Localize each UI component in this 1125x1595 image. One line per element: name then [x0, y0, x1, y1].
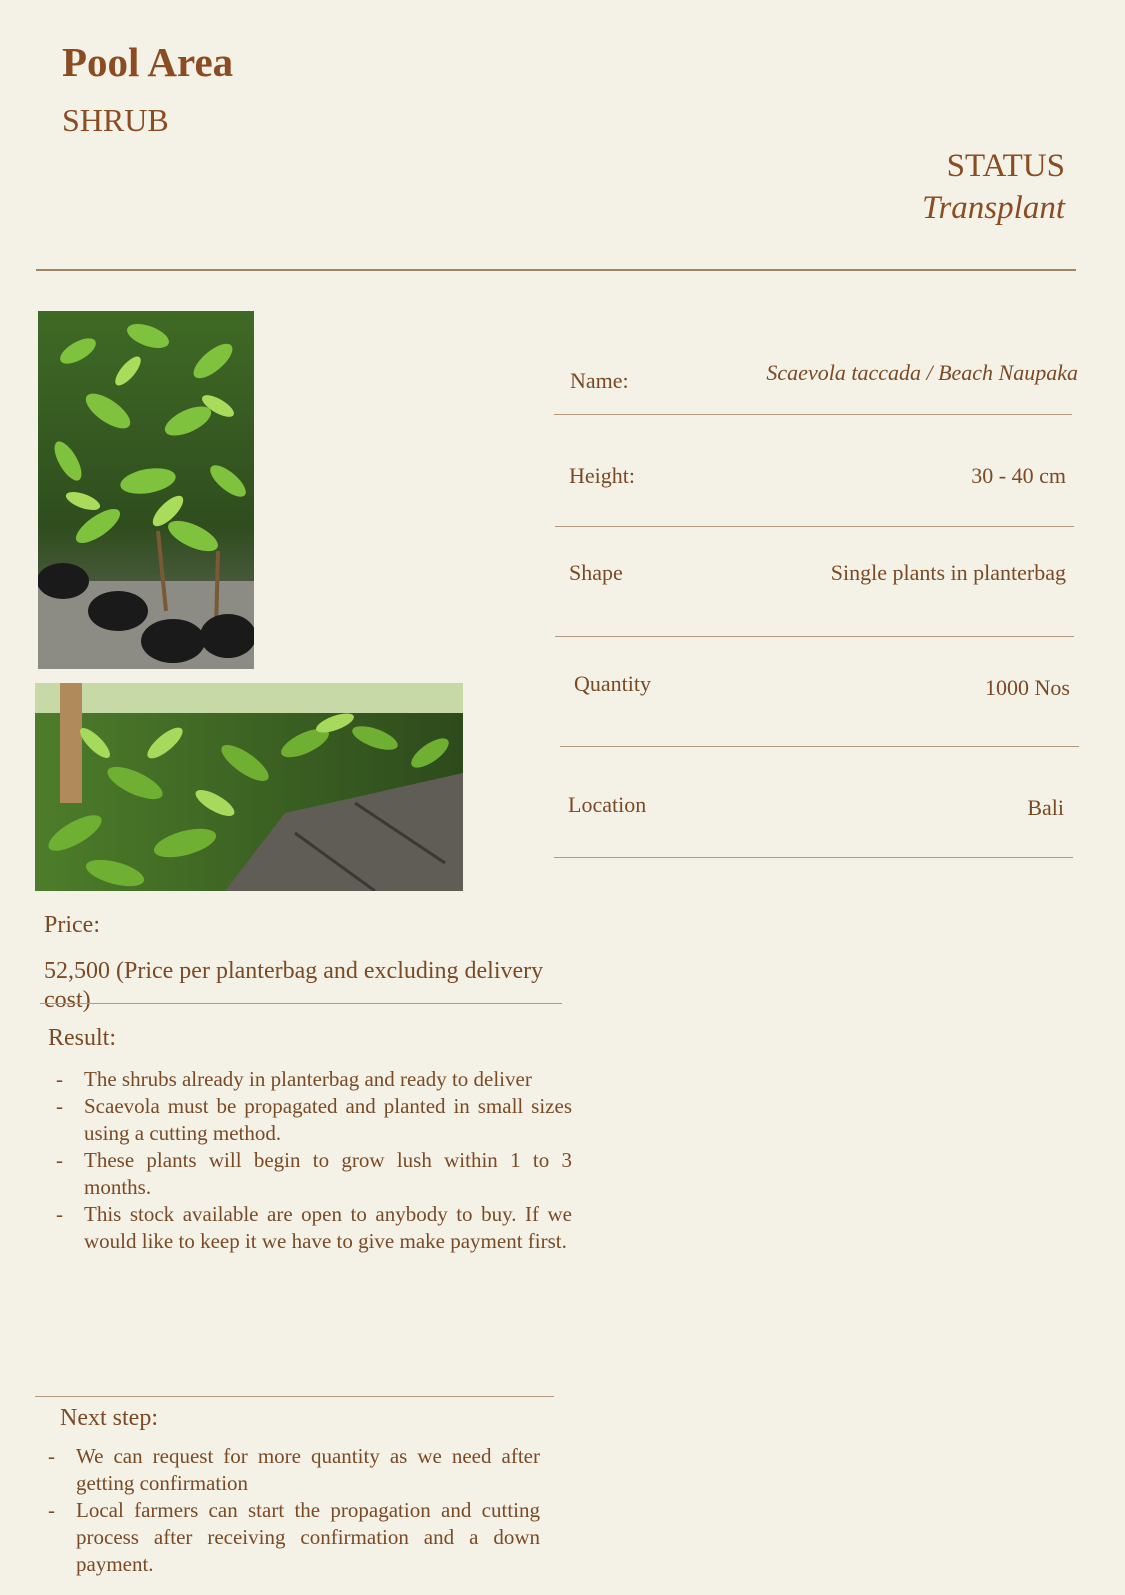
result-label: Result: [48, 1025, 117, 1051]
list-item: - Local farmers can start the propagation and cutting process after receiving confirmation and a down payment. [48, 1497, 540, 1578]
next-step-label: Next step: [60, 1405, 158, 1431]
plant-photo-closeup [38, 311, 254, 669]
status-value: Transplant [921, 190, 1065, 226]
detail-value-height: 30 - 40 cm [971, 463, 1066, 488]
result-list [56, 1066, 572, 1255]
next-step-divider [35, 1396, 554, 1397]
status-label: STATUS [946, 148, 1065, 184]
detail-label-quantity: Quantity [574, 671, 651, 696]
detail-label-height: Height: [569, 463, 635, 488]
header-divider [36, 269, 1076, 271]
detail-divider [560, 746, 1079, 747]
detail-label-name: Name: [570, 368, 629, 393]
detail-divider [555, 526, 1074, 527]
detail-value-name: Scaevola taccada / Beach Naupaka [766, 360, 1078, 385]
list-item: - The shrubs already in planterbag and ready to deliver [56, 1066, 572, 1093]
detail-divider [555, 636, 1074, 637]
plant-photo-path [35, 683, 463, 891]
list-item: - We can request for more quantity as we need after getting confirmation [48, 1443, 540, 1497]
price-label: Price: [44, 912, 100, 938]
detail-divider [554, 857, 1073, 858]
next-step-list [48, 1443, 540, 1578]
detail-label-location: Location [568, 792, 647, 817]
price-divider [40, 1003, 562, 1004]
detail-value-location: Bali [1027, 795, 1064, 820]
list-item: - This stock available are open to anybody to buy. If we would like to keep it we have to give make payment first. [56, 1201, 572, 1255]
price-value: 52,500 (Price per planterbag and excluding delivery cost) [44, 958, 544, 1013]
list-item: - These plants will begin to grow lush within 1 to 3 months. [56, 1147, 572, 1201]
detail-label-shape: Shape [569, 560, 623, 585]
detail-value-shape: Single plants in planterbag [830, 560, 1066, 585]
page-title: Pool Area [62, 39, 234, 85]
plant-category: SHRUB [62, 102, 169, 138]
detail-value-quantity: 1000 Nos [985, 675, 1070, 700]
list-item: - Scaevola must be propagated and planted in small sizes using a cutting method. [56, 1093, 572, 1147]
detail-divider [554, 414, 1072, 415]
